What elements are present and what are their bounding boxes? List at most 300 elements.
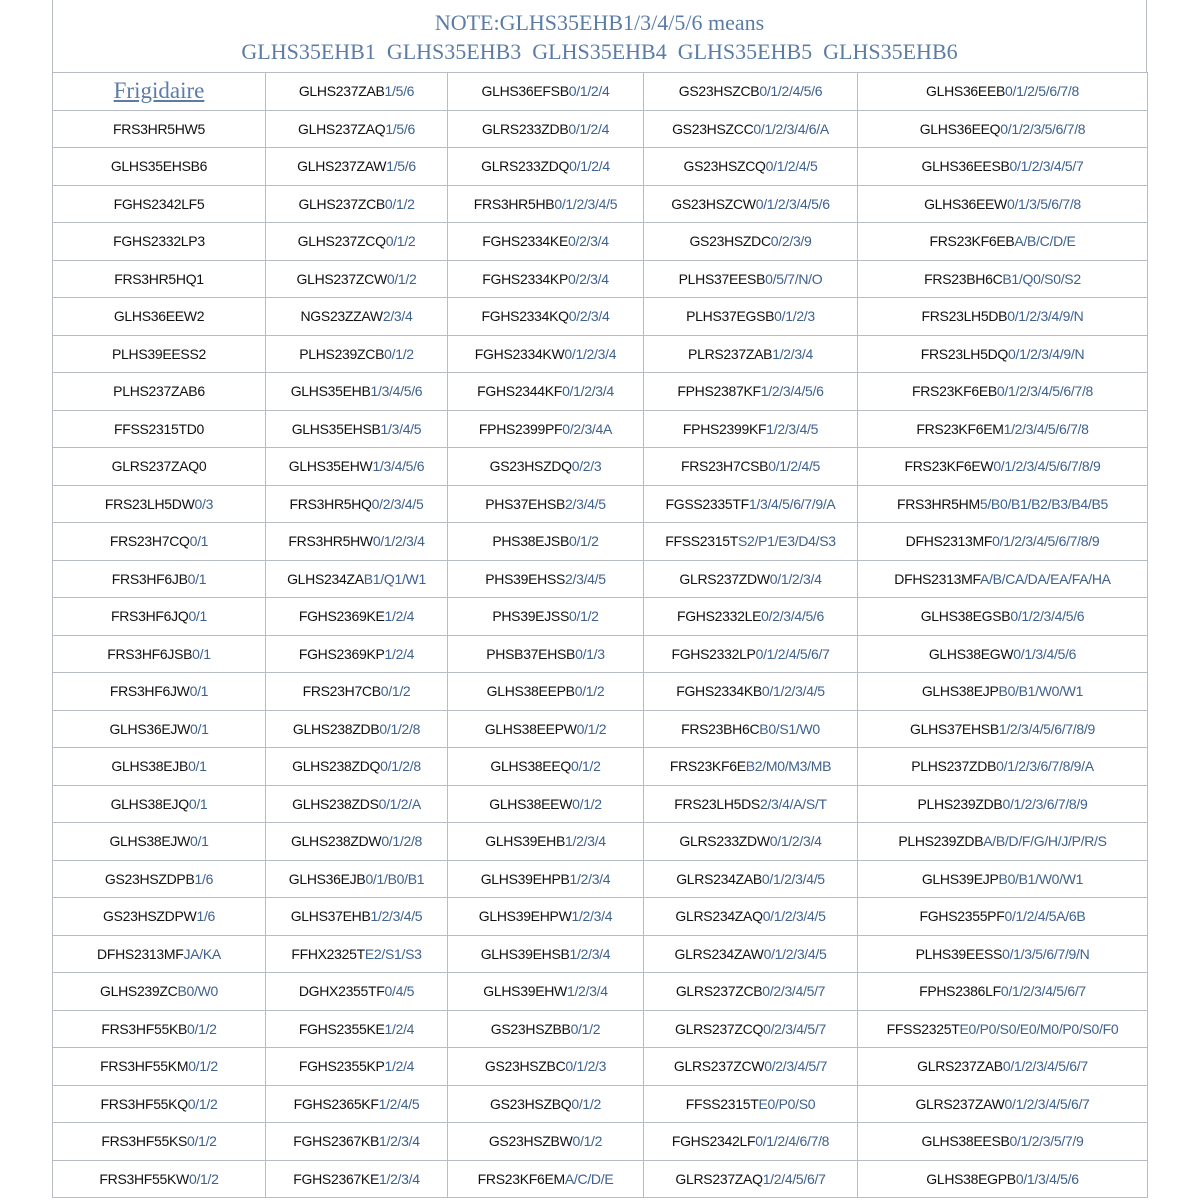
model-cell <box>858 298 1148 336</box>
model-base: FFSS2315T <box>685 1095 759 1112</box>
brand-link[interactable]: Frigidaire <box>113 78 205 104</box>
model-base: GLHS38EEW <box>489 795 573 812</box>
note-line-1: NOTE:GLHS35EHB1/3/4/5/6 means <box>434 10 765 35</box>
model-cell <box>53 448 266 486</box>
model-suffix: 0/1/2/3/4/5 <box>762 908 826 925</box>
model-base: GLHS238ZDS <box>292 795 379 812</box>
model-base: PLHS37EGSB <box>686 308 775 325</box>
model-cell <box>644 898 858 936</box>
model-cell <box>858 185 1148 223</box>
model-suffix: 0/2/3/4/5/6 <box>761 608 825 625</box>
model-base: FRS23H7CSB <box>680 458 769 475</box>
model-base: GLHS36EEW2 <box>113 308 205 325</box>
model-suffix: 0/2/3/4 <box>568 270 609 287</box>
model-base: GLHS35EHSB <box>291 420 381 437</box>
model-cell <box>644 1123 858 1161</box>
model-base: GLHS38EEPW <box>484 720 577 737</box>
model-base: GS23HSZDQ <box>489 458 572 475</box>
model-suffix: 0/1/2 <box>569 533 599 550</box>
model-cell <box>858 223 1148 261</box>
model-cell <box>448 523 644 561</box>
model-suffix: 0/1/2/4 <box>569 158 610 175</box>
model-base: GLHS38EJW <box>109 833 190 850</box>
model-suffix: 0/1/2/3/4/5 <box>763 945 827 962</box>
model-base: FRS23LH5DW <box>104 495 195 512</box>
model-suffix: 1/3/4/5/6 <box>370 383 423 400</box>
model-base: FGHS2342LF <box>671 1133 756 1150</box>
model-suffix: 0/1/2/4/5/6 <box>759 83 823 100</box>
model-suffix: 0/2/3/9 <box>770 233 812 250</box>
model-base: FRS3HF55KB <box>101 1020 188 1037</box>
model-suffix: 0/1/2 <box>384 345 414 362</box>
model-suffix: 1/2/3/4 <box>566 983 608 1000</box>
model-base: FRS3HF6JW <box>109 683 190 700</box>
model-base: FFSS2325T <box>886 1020 960 1037</box>
model-suffix: 2/3/4/5 <box>565 570 606 587</box>
model-suffix: 1/5/6 <box>384 83 415 100</box>
model-suffix: 0/1/2/3/4/5/6/7 <box>1002 1058 1088 1075</box>
model-cell <box>644 823 858 861</box>
model-suffix: 1/2/3/4 <box>379 1133 420 1150</box>
model-suffix: 0/2/3/4 <box>568 233 609 250</box>
model-base: GLHS36EESB <box>921 158 1010 175</box>
model-cell <box>266 260 448 298</box>
model-base: FPHS2399PF <box>478 420 563 437</box>
model-suffix: 0/1/2/3/4/9/N <box>1007 308 1084 325</box>
model-suffix: 0/1/3/5/6/7/9/N <box>1002 945 1090 962</box>
model-base: PLHS39EESS2 <box>112 345 206 362</box>
table-row <box>53 748 1148 786</box>
table-row <box>53 673 1148 711</box>
model-cell <box>266 710 448 748</box>
model-suffix: 0/2/3/4/5/7 <box>763 1020 826 1037</box>
model-cell <box>858 523 1148 561</box>
model-cell <box>644 448 858 486</box>
model-base: FGHS2369KE <box>298 608 385 625</box>
model-cell <box>266 1160 448 1198</box>
model-cell <box>448 1048 644 1086</box>
table-row <box>53 260 1148 298</box>
model-base: FRS23KF6EB <box>929 233 1015 250</box>
model-cell <box>53 1048 266 1086</box>
model-suffix: 1/3/4/5/6 <box>372 458 425 475</box>
model-cell <box>644 635 858 673</box>
model-base: PLHS239ZDB <box>917 795 1003 812</box>
model-cell <box>858 1048 1148 1086</box>
table-row <box>53 635 1148 673</box>
model-cell <box>858 1085 1148 1123</box>
model-cell <box>448 110 644 148</box>
model-suffix: 1/5/6 <box>385 120 415 137</box>
model-cell <box>53 1160 266 1198</box>
model-base: GLHS39EHW <box>483 983 567 1000</box>
model-cell <box>858 935 1148 973</box>
model-cell <box>266 73 448 111</box>
model-base: GLHS238ZDB <box>292 720 380 737</box>
model-suffix: 0/1 <box>190 720 209 737</box>
model-base: FPHS2386LF <box>919 983 1001 1000</box>
model-cell <box>858 260 1148 298</box>
model-suffix: 0/1 <box>188 795 208 812</box>
model-suffix: 0/1/2/3/4 <box>769 570 822 587</box>
model-cell <box>448 1123 644 1161</box>
model-cell <box>266 1048 448 1086</box>
model-base: GLHS238ZDQ <box>292 758 381 775</box>
model-cell <box>53 373 266 411</box>
model-suffix: 0/1/2/4/5 <box>768 458 821 475</box>
model-cell <box>53 485 266 523</box>
model-suffix: 0/1/3/5/6/7/8 <box>1006 195 1081 212</box>
model-cell <box>858 448 1148 486</box>
model-cell <box>53 148 266 186</box>
model-suffix: 1/3/4/5/6/7/9/A <box>748 495 836 512</box>
model-suffix: 0/1/2/3/5/6/7/8 <box>1000 120 1086 137</box>
model-cell <box>448 298 644 336</box>
model-cell <box>644 410 858 448</box>
model-cell <box>448 373 644 411</box>
model-base: GLHS38EJB <box>111 758 189 775</box>
model-cell <box>266 110 448 148</box>
model-base: FRS3HF6JQ <box>111 608 189 625</box>
model-base: FRS23LH5DQ <box>920 345 1008 362</box>
model-base: GLHS38EGSB <box>920 608 1011 625</box>
model-cell <box>53 335 266 373</box>
model-cell <box>644 335 858 373</box>
model-suffix: 0/1/2 <box>574 683 605 700</box>
model-base: GLHS39EJP <box>921 870 999 887</box>
model-suffix: 0/1/2/A <box>378 795 421 812</box>
table-row <box>53 1160 1148 1198</box>
model-cell <box>53 935 266 973</box>
model-base: FPHS2399KF <box>682 420 767 437</box>
model-suffix: 0/1/2 <box>187 1133 217 1150</box>
model-cell <box>448 935 644 973</box>
model-suffix: B0/B1/W0/W1 <box>998 683 1084 700</box>
model-base: FRS23KF6EM <box>477 1170 565 1187</box>
model-cell <box>53 860 266 898</box>
table-row <box>53 1123 1148 1161</box>
model-base: FRS3HR5HQ <box>289 495 372 512</box>
model-suffix: 1/2/3/4 <box>569 945 611 962</box>
model-base: GS23HSZDPW <box>102 908 197 925</box>
model-base: GLRS234ZAQ <box>675 908 763 925</box>
model-cell <box>53 898 266 936</box>
model-cell <box>644 935 858 973</box>
model-suffix: 0/1/2 <box>188 1170 219 1187</box>
table-row <box>53 710 1148 748</box>
model-suffix: A/B/CA/DA/EA/FA/HA <box>979 570 1111 587</box>
model-suffix: 1/2/3/4 <box>569 870 611 887</box>
model-suffix: 1/6 <box>194 870 214 887</box>
model-cell <box>53 1085 266 1123</box>
note-line-2: GLHS35EHB1 GLHS35EHB3 GLHS35EHB4 GLHS35EHB5 GLHS35EHB6 <box>241 39 958 64</box>
model-base: GLRS237ZAB <box>917 1058 1003 1075</box>
model-suffix: 0/5/7/N/O <box>765 270 823 287</box>
model-base: FPHS2387KF <box>677 383 761 400</box>
model-cell <box>266 448 448 486</box>
model-cell <box>53 223 266 261</box>
model-suffix: 0/1/2/3/4 <box>372 533 425 550</box>
model-cell <box>266 223 448 261</box>
model-suffix: 0/2/3/4A <box>562 420 613 437</box>
model-suffix: 0/1/2/3/4/5 <box>761 683 825 700</box>
model-cell <box>266 1085 448 1123</box>
model-base: GLHS36EJW <box>109 720 190 737</box>
model-suffix: 1/2/4 <box>384 1058 415 1075</box>
compatibility-chart <box>52 0 1147 1198</box>
model-cell <box>448 185 644 223</box>
model-cell <box>448 335 644 373</box>
model-base: PLHS37EESB <box>678 270 766 287</box>
model-suffix: 1/2/3/4 <box>772 345 813 362</box>
model-base: FGHS2334KW <box>474 345 565 362</box>
model-cell <box>266 560 448 598</box>
model-suffix: 0/2/3/4/5 <box>371 495 424 512</box>
model-cell <box>644 1048 858 1086</box>
model-suffix: 0/1/2/3/4/5/6/7 <box>1004 1095 1090 1112</box>
model-base: PHS37EHSB <box>485 495 566 512</box>
model-base: NGS23ZZAW <box>300 308 383 325</box>
model-suffix: 0/4/5 <box>384 983 415 1000</box>
model-suffix: 1/3/4/5 <box>380 420 422 437</box>
brand-cell <box>53 73 266 111</box>
model-base: FRS3HR5HQ1 <box>114 270 204 287</box>
model-base: FFHX2325T <box>291 945 365 962</box>
model-base: GLHS237ZAB <box>298 83 385 100</box>
model-suffix: 0/1/2 <box>576 720 607 737</box>
model-base: GLHS38EEPB <box>486 683 575 700</box>
model-suffix: 0/1/2/3/5/7/9 <box>1009 1133 1084 1150</box>
model-base: FGHS2365KF <box>293 1095 379 1112</box>
model-cell <box>448 1010 644 1048</box>
model-base: GLRS237ZCQ <box>675 1020 764 1037</box>
model-cell <box>266 598 448 636</box>
table-row <box>53 148 1148 186</box>
model-suffix: 0/2/3 <box>571 458 602 475</box>
model-cell <box>448 748 644 786</box>
model-cell <box>644 298 858 336</box>
model-base: GS23HSZBW <box>488 1133 573 1150</box>
model-base: GLHS237ZCW <box>296 270 387 287</box>
model-suffix: 0/1/2/8 <box>381 833 423 850</box>
model-base: FRS23KF6EW <box>904 458 994 475</box>
model-suffix: 1/2/3/4 <box>379 1170 420 1187</box>
model-cell <box>858 598 1148 636</box>
model-suffix: 0/2/3/4/5/7 <box>762 983 826 1000</box>
model-base: FGHS2332LP3 <box>113 233 205 250</box>
model-suffix: 0/1/2/8 <box>380 758 421 775</box>
model-base: FRS3HF6JB <box>111 570 188 587</box>
model-base: GLHS237ZCQ <box>297 233 386 250</box>
model-cell <box>644 1010 858 1048</box>
table-row <box>53 223 1148 261</box>
model-cell <box>644 748 858 786</box>
model-base: FRS23KF6EM <box>916 420 1004 437</box>
table-row <box>53 73 1148 111</box>
model-cell <box>858 373 1148 411</box>
model-cell <box>858 110 1148 148</box>
model-suffix: 0/1/B0/B1 <box>365 870 425 887</box>
model-suffix: 0/1/2/3/4 <box>769 833 822 850</box>
table-row <box>53 1085 1148 1123</box>
table-row <box>53 373 1148 411</box>
model-suffix: 1/2/4/5 <box>378 1095 420 1112</box>
model-base: FRS23BH6C <box>681 720 760 737</box>
model-cell <box>266 1123 448 1161</box>
model-cell <box>448 560 644 598</box>
model-cell <box>53 785 266 823</box>
model-suffix: 0/1/2/8 <box>379 720 421 737</box>
model-suffix: 0/1/2/3/4/5/6/7/8 <box>996 383 1094 400</box>
model-cell <box>858 148 1148 186</box>
model-suffix: 0/1/2 <box>569 608 599 625</box>
model-base: GLHS35EHSB6 <box>110 158 208 175</box>
model-base: GS23HSZBB <box>490 1020 571 1037</box>
model-cell <box>53 1010 266 1048</box>
model-base: PLHS239ZCB <box>299 345 385 362</box>
model-suffix: 0/1/2 <box>572 795 602 812</box>
model-cell <box>53 260 266 298</box>
model-cell <box>858 1010 1148 1048</box>
model-base: GS23HSZCW <box>671 195 756 212</box>
model-suffix: 1/2/3/4/5/6 <box>760 383 824 400</box>
model-base: GLHS36EEQ <box>919 120 1001 137</box>
table-row <box>53 898 1148 936</box>
model-cell <box>266 523 448 561</box>
model-suffix: 0/1 <box>190 833 209 850</box>
model-cell <box>448 785 644 823</box>
model-suffix: 0/1/2/3/4/5/6/7 <box>1000 983 1086 1000</box>
model-base: FRS3HF55KW <box>99 1170 189 1187</box>
model-base: GLRS237ZAQ0 <box>111 458 207 475</box>
model-suffix: 0/1/2 <box>385 233 416 250</box>
model-base: FGHS2334KP <box>482 270 568 287</box>
model-base: GLRS237ZDW <box>679 570 770 587</box>
model-suffix: B0/B1/W0/W1 <box>998 870 1084 887</box>
table-row <box>53 560 1148 598</box>
model-suffix: B1/Q0/S0/S2 <box>1002 270 1081 287</box>
model-cell <box>644 185 858 223</box>
model-cell <box>644 148 858 186</box>
model-cell <box>448 1085 644 1123</box>
model-cell <box>266 335 448 373</box>
model-cell <box>53 560 266 598</box>
model-cell <box>448 223 644 261</box>
model-suffix: 0/1 <box>189 533 209 550</box>
model-base: GS23HSZBQ <box>490 1095 572 1112</box>
model-cell <box>858 73 1148 111</box>
model-base: FGHS2334KB <box>676 683 762 700</box>
model-base: FRS3HF6JSB <box>107 645 193 662</box>
model-cell <box>53 673 266 711</box>
table-row <box>53 1010 1148 1048</box>
model-base: PLHS239ZDB <box>898 833 984 850</box>
model-cell <box>858 748 1148 786</box>
model-base: FFSS2315T <box>665 533 738 550</box>
model-base: FRS23KF6EB <box>911 383 997 400</box>
model-base: GLHS38EESB <box>921 1133 1010 1150</box>
model-cell <box>53 110 266 148</box>
model-suffix: 1/2/4/5/6/7 <box>762 1170 826 1187</box>
model-base: FGHS2355PF <box>919 908 1005 925</box>
model-base: FGHS2369KP <box>298 645 385 662</box>
model-base: GLHS36EEB <box>926 83 1006 100</box>
model-cell <box>858 973 1148 1011</box>
model-suffix: 2/3/4/5 <box>565 495 606 512</box>
model-base: GLRS233ZDQ <box>481 158 570 175</box>
model-base: PHS38EJSB <box>492 533 570 550</box>
model-cell <box>448 710 644 748</box>
model-cell <box>266 673 448 711</box>
model-suffix: 0/2/3/4 <box>568 308 610 325</box>
model-base: GS23HSZCQ <box>683 158 766 175</box>
model-base: GLHS37EHSB <box>910 720 999 737</box>
model-cell <box>266 973 448 1011</box>
model-suffix: B0/W0 <box>177 983 218 1000</box>
model-base: FRS23LH5DB <box>921 308 1008 325</box>
model-cell <box>644 523 858 561</box>
model-base: GLHS35EHB <box>290 383 371 400</box>
model-base: FRS3HR5HB <box>473 195 555 212</box>
model-cell <box>448 635 644 673</box>
model-cell <box>266 935 448 973</box>
model-suffix: 0/1 <box>189 683 209 700</box>
model-base: FRS23BH6C <box>924 270 1003 287</box>
model-suffix: 0/1/2/3/4/5 <box>554 195 618 212</box>
model-base: PHSB37EHSB <box>486 645 576 662</box>
model-suffix: 0/1/2 <box>571 1095 601 1112</box>
model-base: FRS3HR5HM <box>896 495 980 512</box>
model-suffix: 0/1/2 <box>386 270 417 287</box>
model-base: FGSS2335TF <box>665 495 749 512</box>
model-base: DFHS2313MF <box>905 533 993 550</box>
model-cell <box>644 373 858 411</box>
model-cell <box>644 1085 858 1123</box>
model-cell <box>266 1010 448 1048</box>
model-cell <box>448 148 644 186</box>
model-base: FGHS2367KB <box>293 1133 379 1150</box>
model-suffix: 0/1/2 <box>384 195 415 212</box>
model-cell <box>448 485 644 523</box>
model-base: FRS23H7CQ <box>109 533 190 550</box>
model-base: GLRS237ZAQ <box>675 1170 763 1187</box>
model-cell <box>53 185 266 223</box>
model-suffix: 0/1/2/4/5A/6B <box>1004 908 1086 925</box>
model-cell <box>448 598 644 636</box>
model-suffix: 1/2/3/4/5/6/7/8 <box>1003 420 1089 437</box>
model-base: GLHS39EHPB <box>480 870 570 887</box>
model-cell <box>266 485 448 523</box>
model-suffix: 0/1/2/3/4/5/6/7/8/9 <box>992 533 1100 550</box>
model-base: FGHS2367KE <box>293 1170 379 1187</box>
model-cell <box>644 223 858 261</box>
model-suffix: 0/1/2/3/4 <box>562 383 614 400</box>
model-base: GLHS239ZC <box>100 983 178 1000</box>
model-base: GLHS37EHB <box>290 908 371 925</box>
model-suffix: B0/S1/W0 <box>759 720 820 737</box>
model-suffix: 0/1/3 <box>575 645 605 662</box>
model-base: GLRS237ZAW <box>915 1095 1005 1112</box>
model-suffix: 0/1/3/4/5/6 <box>1015 1170 1079 1187</box>
model-base: FGHS2332LE <box>676 608 762 625</box>
model-base: GLHS38EJP <box>921 683 999 700</box>
model-base: GLRS237ZCB <box>675 983 763 1000</box>
model-cell <box>53 410 266 448</box>
model-cell <box>448 823 644 861</box>
model-cell <box>266 785 448 823</box>
model-suffix: 0/1/2/3/6/7/8/9 <box>1002 795 1088 812</box>
model-cell <box>53 523 266 561</box>
